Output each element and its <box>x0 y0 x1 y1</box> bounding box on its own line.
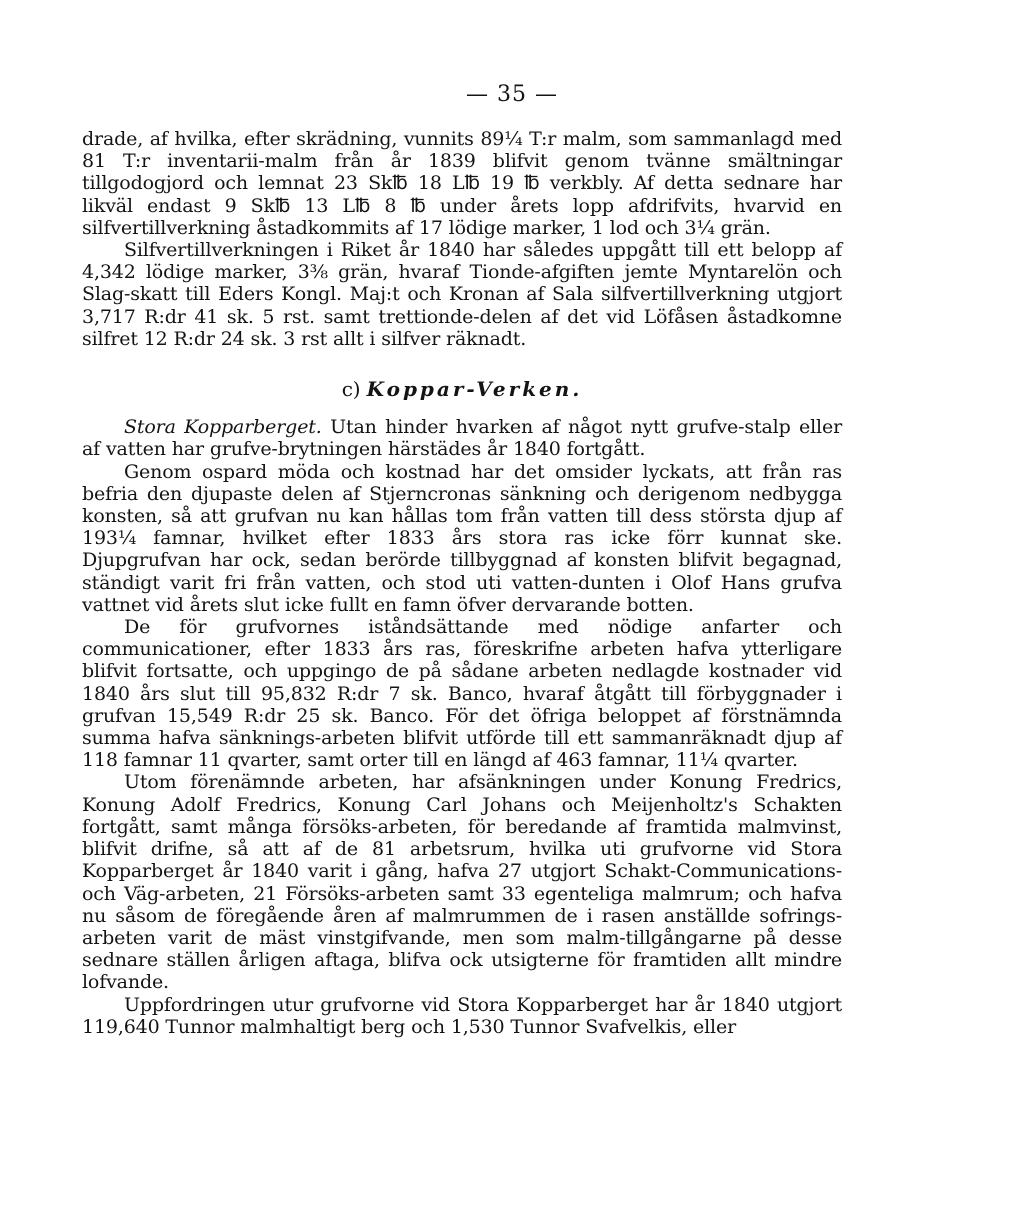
subsection-lead: Stora Kopparberget. <box>124 416 322 439</box>
paragraph-mine-works-cost: De för grufvornes iståndsättande med nödige anfarter och communicationer, efter 1833 års ras, föreskrifne arbeten hafva ytterligare blifvit fortsatte, och uppgingo de på sådane arbeten nedlagde kostnader vid 1840 års slut till 95,832 R:dr 7 sk. Banco, hvaraf åtgått till förbyggnader i grufvan 15,549 R:dr 25 sk. Banco. För det öfriga beloppet af förstnämnda summa hafva sänknings-arbeten blifvit utförde till ett sammanräknadt djup af 118 famnar 11 qvarter, samt orter till en längd af 463 famnar, 11¼ qvarter. <box>82 616 842 772</box>
paragraph-shaft-works: Utom förenämnde arbeten, har afsänkningen under Konung Fredrics, Konung Adolf Fredrics, Konung Carl Johans och Meijenholtz's Schakten fortgått, samt många försöks-arbeten, för beredande af framtida malmvinst, blifvit drifne, så att af de 81 arbetsrum, hvilka uti grufvorne vid Stora Kopparberget år 1840 varit i gång, hafva 27 utgjort Schakt-Communications- och Väg-arbeten, 21 Försöks-arbeten samt 33 egenteliga malmrum; och hafva nu såsom de föregående åren af malmrummen de i rasen anställde sofrings-arbeten varit de mäst vinstgifvande, men som malm-tillgångarne på desse sednare ställen årligen aftaga, blifva ock utsigterne för framtiden allt mindre lofvande. <box>82 771 842 994</box>
paragraph-mine-drainage: Genom ospard möda och kostnad har det omsider lyckats, att från ras befria den djupaste delen af Stjerncronas sänkning och derigenom nedbygga konsten, så att grufvan nu kan hållas tom från vatten till dess största djup af 193¼ famnar, hvilket efter 1833 års stora ras icke förr kunnat ske. Djupgrufvan har ock, sedan berörde tillbyggnad af konsten blifvit begagnad, ständigt varit fri från vatten, och stod uti vatten-dunten i Olof Hans grufva vattnet vid årets slut icke fullt en famn öfver dervarande botten. <box>82 460 842 616</box>
paragraph-ore-output: Uppfordringen utur grufvorne vid Stora Kopparberget har år 1840 utgjort 119,640 Tunnor malmhaltigt berg och 1,530 Tunnor Svafvelkis, eller <box>82 993 842 1038</box>
paragraph-stora-kopparberget <box>82 416 842 460</box>
body-text <box>82 128 842 1038</box>
section-title: Koppar-Verken. <box>366 377 583 402</box>
page-number: — 35 — <box>466 82 558 107</box>
paragraph-stora-kopparberget-text: Utan hinder hvarken af något nytt grufve-stalp eller af vatten har grufve-brytningen härstädes år 1840 fortgått. <box>82 416 842 461</box>
section-heading <box>82 378 842 400</box>
paragraph-silver-production: drade, af hvilka, efter skrädning, vunnits 89¼ T:r malm, som sammanlagd med 81 T:r inventarii-malm från år 1839 blifvit genom tvänne smältningar tillgodogjord och lemnat 23 Sk℔ 18 L℔ 19 ℔ verkbly. Af detta sednare har likväl endast 9 Sk℔ 13 L℔ 8 ℔ under årets lopp afdrifvits, hvarvid en silfvertillverkning åstadkommits af 17 lödige marker, 1 lod och 3¼ grän. <box>82 128 842 239</box>
paragraph-silver-total: Silfvertillverkningen i Riket år 1840 har således uppgått till ett belopp af 4,342 lödige marker, 3⅜ grän, hvaraf Tionde-afgiften jemte Myntarelön och Slag-skatt till Eders Kongl. Maj:t och Kronan af Sala silfvertillverkning utgjort 3,717 R:dr 41 sk. 5 rst. samt trettionde-delen af det vid Löfåsen åstadkomne silfret 12 R:dr 24 sk. 3 rst allt i silfver räknadt. <box>82 239 842 350</box>
section-marker: c) <box>341 377 361 402</box>
